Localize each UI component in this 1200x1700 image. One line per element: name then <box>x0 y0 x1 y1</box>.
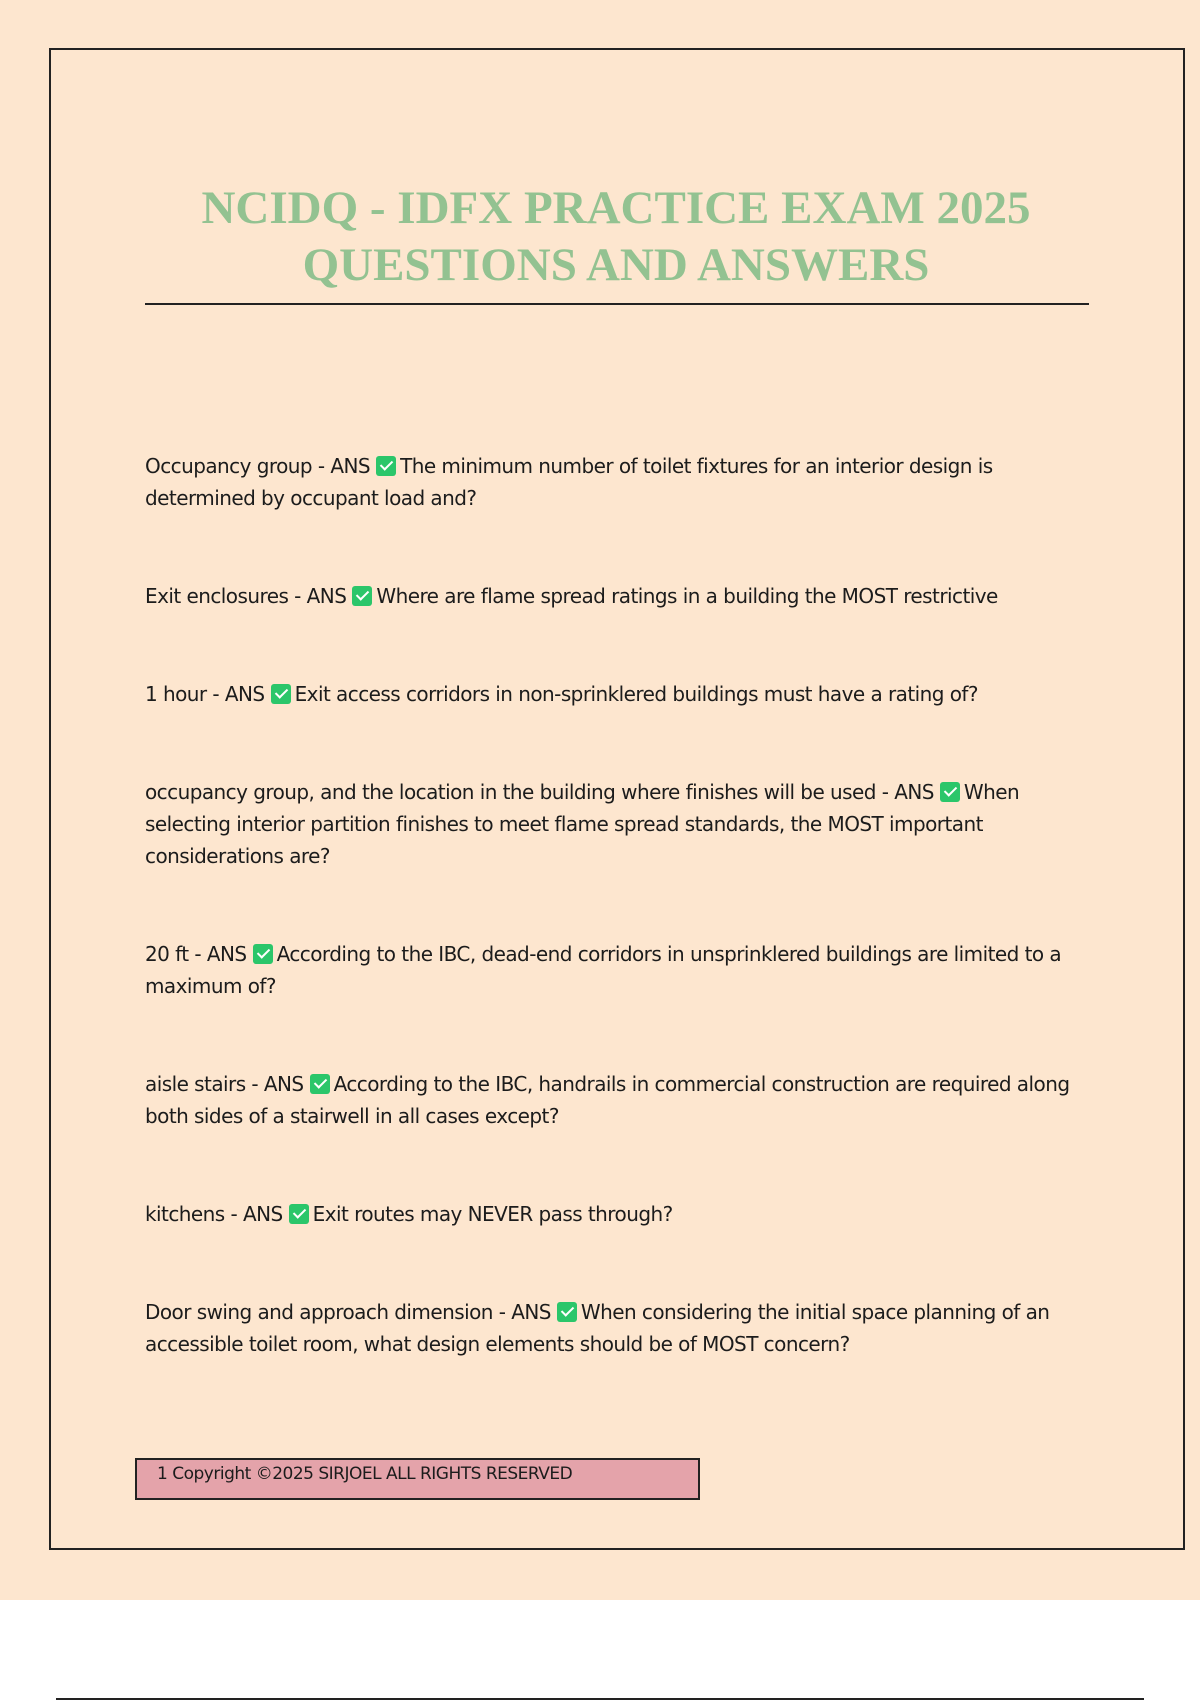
qa-question: Exit access corridors in non-sprinklered buildings must have a rating of? <box>294 682 978 706</box>
copyright-footer <box>135 1458 700 1500</box>
qa-ans-marker: - ANS <box>212 682 265 706</box>
page-number: 1 <box>157 1464 168 1484</box>
title-underline <box>145 303 1089 305</box>
qa-question: According to the IBC, dead-end corridors in unsprinklered buildings are limited to a maximum of? <box>145 942 1062 998</box>
qa-answer: kitchens <box>145 1202 225 1226</box>
qa-ans-marker: - ANS <box>294 584 347 608</box>
check-icon <box>310 1074 330 1094</box>
qa-item <box>145 450 1090 514</box>
title-line-1: NCIDQ - IDFX PRACTICE EXAM 2025 <box>201 182 1031 234</box>
title-line-2: QUESTIONS AND ANSWERS <box>302 239 930 291</box>
check-icon <box>376 456 396 476</box>
qa-ans-marker: - ANS <box>498 1300 551 1324</box>
qa-item <box>145 1296 1090 1360</box>
check-icon <box>289 1204 309 1224</box>
qa-item <box>145 1198 1090 1230</box>
qa-ans-marker: - ANS <box>194 942 247 966</box>
check-icon <box>253 944 273 964</box>
qa-item <box>145 776 1090 872</box>
qa-ans-marker: - ANS <box>317 454 371 478</box>
qa-answer: 1 hour <box>145 682 207 706</box>
qa-item <box>145 580 1090 612</box>
qa-item <box>145 678 1090 710</box>
qa-question: The minimum number of toilet fixtures for an interior design is determined by occupant load and? <box>145 454 993 510</box>
qa-answer: Occupancy group <box>145 454 313 478</box>
check-icon <box>271 684 291 704</box>
qa-answer: Door swing and approach dimension <box>145 1300 493 1324</box>
qa-answer: aisle stairs <box>145 1072 246 1096</box>
qa-ans-marker: - ANS <box>251 1072 304 1096</box>
qa-item <box>145 938 1090 1002</box>
qa-answer: occupancy group, and the location in the building where finishes will be used <box>145 780 876 804</box>
qa-question: Exit routes may NEVER pass through? <box>312 1202 673 1226</box>
check-icon <box>557 1302 577 1322</box>
qa-answer: 20 ft <box>145 942 189 966</box>
check-icon <box>940 782 960 802</box>
qa-question: According to the IBC, handrails in commercial construction are required along both sides of a stairwell in all cases except? <box>145 1072 1070 1128</box>
qa-question: When selecting interior partition finishes to meet flame spread standards, the MOST important considerations are? <box>145 780 1020 868</box>
check-icon <box>352 586 372 606</box>
copyright-text: Copyright ©2025 SIRJOEL ALL RIGHTS RESERVED <box>172 1464 573 1484</box>
qa-list <box>145 450 1090 1360</box>
qa-ans-marker: - ANS <box>230 1202 283 1226</box>
qa-ans-marker: - ANS <box>881 780 934 804</box>
qa-item <box>145 1068 1090 1132</box>
qa-question: Where are flame spread ratings in a building the MOST restrictive <box>376 584 998 608</box>
qa-answer: Exit enclosures <box>145 584 289 608</box>
qa-question: When considering the initial space planning of an accessible toilet room, what design elements should be of MOST concern? <box>145 1300 1050 1356</box>
document-title <box>96 180 1136 294</box>
